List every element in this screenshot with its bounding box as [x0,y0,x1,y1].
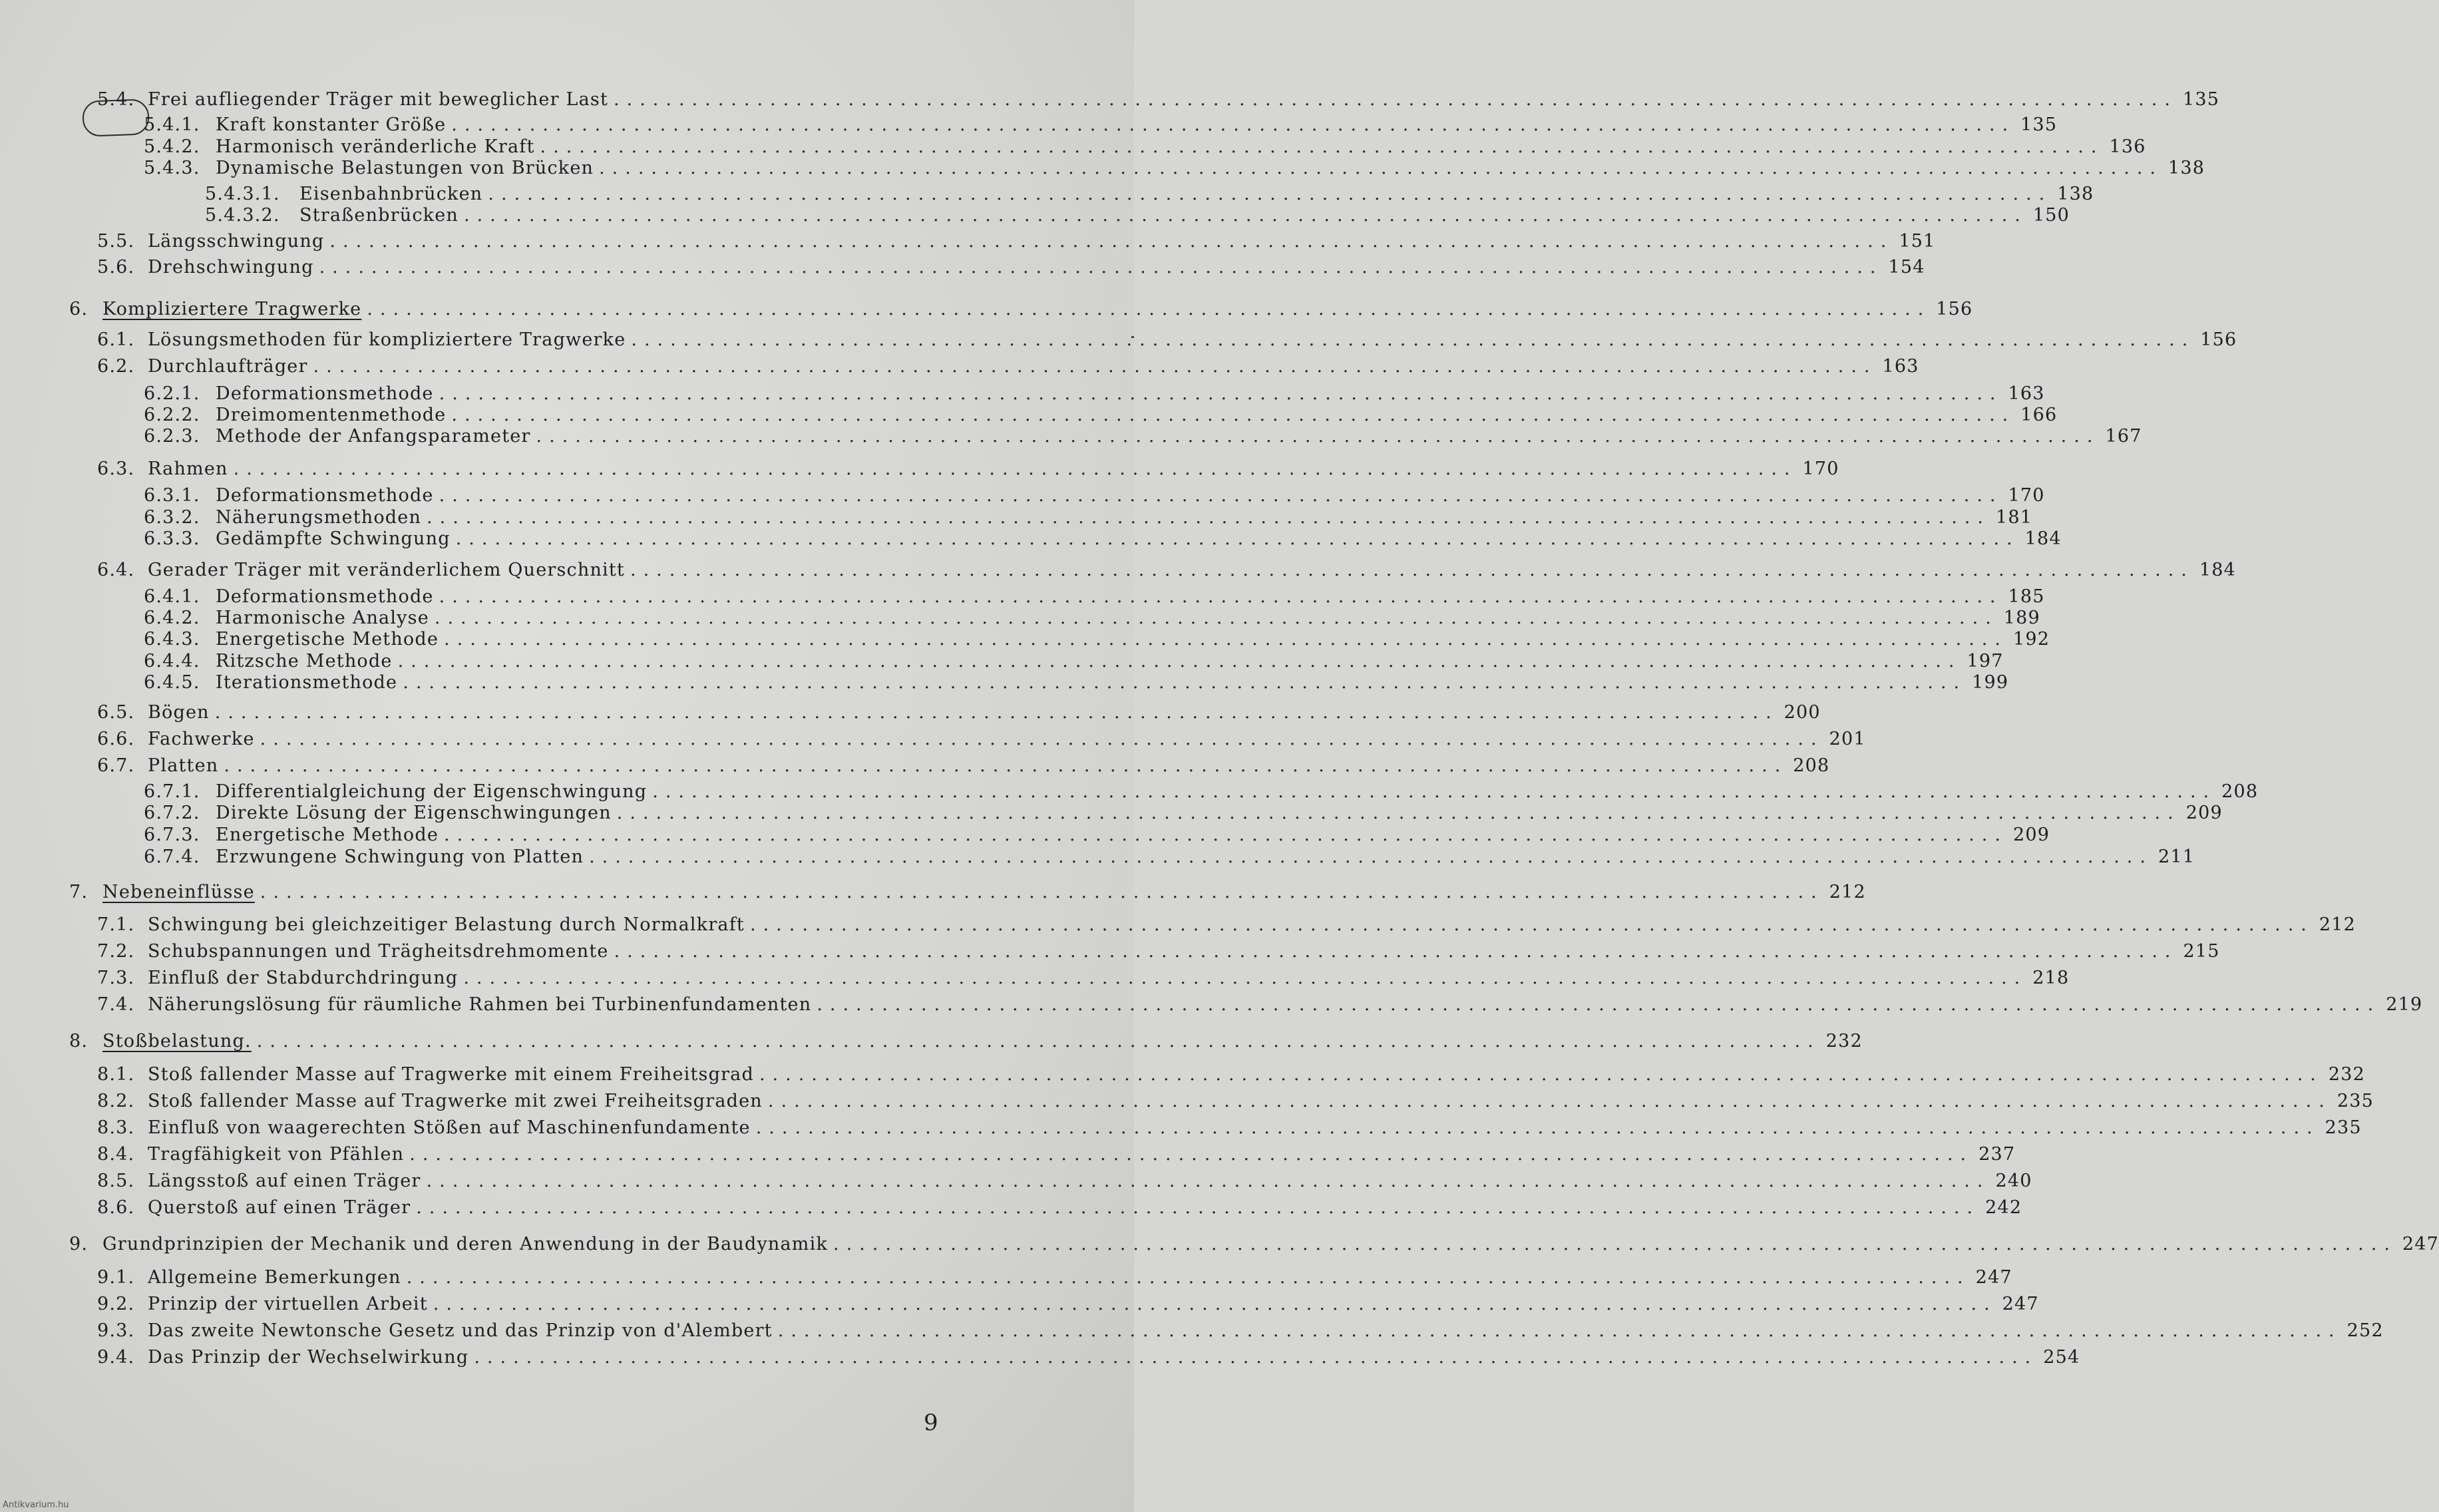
toc-entry [97,560,2237,582]
toc-entry [144,485,2045,508]
toc-entry-title: Harmonisch veränderliche Kraft [216,136,535,157]
page-number: 9 [924,1410,938,1436]
toc-entry-page: 247 [2402,1234,2439,1254]
toc-entry-number: 6.4.1. [144,586,200,607]
dot-leader: ........................................................................................................................ [463,205,2028,226]
toc-entry [97,89,2220,112]
toc-entry-page: 252 [2346,1320,2384,1341]
toc-entry-number: 6.7. [97,755,135,776]
toc-entry-title: Durchlaufträger [148,356,308,377]
toc-entry-title: Methode der Anfangsparameter [216,426,531,447]
toc-entry-number: 8.6. [97,1197,135,1218]
toc-entry-title: Längsstoß auf einen Träger [148,1171,421,1191]
toc-entry [144,136,2146,159]
toc-entry [144,586,2045,609]
dot-leader: ........................................................................................................................ [488,184,2052,204]
toc-entry-number: 8.1. [97,1064,135,1085]
toc-entry [97,1267,2012,1290]
toc-entry [97,1294,2039,1316]
toc-entry-number: 6. [69,299,89,319]
dot-leader: ........................................................................................................................ [759,1064,2323,1085]
toc-entry-page: 219 [2386,994,2423,1015]
toc-entry-title: Das zweite Newtonsche Gesetz und das Prinzip von d'Alembert [148,1320,773,1341]
toc-entry-title: Frei aufliegender Träger mit beweglicher Last [148,89,609,110]
toc-entry-number: 9.3. [97,1320,135,1341]
toc-entry-title: Querstoß auf einen Träger [148,1197,411,1218]
toc-entry-page: 156 [2200,329,2237,350]
toc-entry-number: 5.6. [97,257,135,278]
toc-entry-title: Stoß fallender Masse auf Tragwerke mit zwei Freiheitsgraden [148,1091,763,1111]
toc-entry-title: Energetische Methode [216,629,439,650]
toc-entry-number: 5.4.3.2. [205,205,280,226]
toc-entry-title: Stoßbelastung. [102,1031,252,1051]
dot-leader: ........................................................................................................................ [439,383,2003,404]
dot-leader: ........................................................................................................................ [434,608,1998,628]
toc-entry-page: 247 [2002,1294,2039,1314]
dot-leader: ........................................................................................................................ [599,158,2163,178]
toc-entry-title: Ritzsche Methode [216,651,393,671]
dot-leader: ........................................................................................................................ [406,1267,1970,1288]
toc-entry [144,651,2004,673]
toc-entry-number: 5.5. [97,231,135,252]
dot-leader: ........................................................................................................................ [630,560,2194,580]
toc-entry-number: 6.2. [97,356,135,377]
toc-entry-number: 6.4.5. [144,672,200,693]
toc-entry-page: 184 [2024,528,2062,549]
toc-entry [144,426,2142,449]
dot-leader: ........................................................................................................................ [474,1347,2038,1368]
toc-entry-page: 212 [1829,882,1866,902]
toc-entry [97,994,2423,1017]
dot-leader: ........................................................................................................................ [427,507,1990,528]
toc-entry-page: 242 [1985,1197,2022,1218]
toc-entry-number: 7.2. [97,941,135,962]
dot-leader: ........................................................................................................................ [329,231,1894,252]
dot-leader: ........................................................................................................................ [256,1031,1821,1051]
toc-entry-title: Näherungsmethoden [216,507,422,528]
toc-entry [97,702,1821,725]
toc-entry-page: 212 [2319,914,2356,935]
toc-entry-page: 240 [1995,1171,2032,1191]
toc-entry-page: 138 [2168,158,2205,178]
toc-entry-page: 235 [2337,1091,2374,1111]
dot-leader: ........................................................................................................................ [214,702,1779,723]
toc-entry-title: Eisenbahnbrücken [299,184,483,204]
toc-entry-number: 6.2.1. [144,383,200,404]
toc-entry [97,1117,2362,1140]
toc-entry-title: Energetische Methode [216,825,439,845]
toc-entry-page: 218 [2032,968,2070,988]
dot-leader: ........................................................................................................................ [439,586,2003,607]
toc-entry-page: 192 [2012,629,2050,650]
toc-entry-page: 163 [1882,356,1919,377]
toc-entry [144,803,2223,825]
toc-entry-page: 237 [1978,1144,2016,1165]
toc-entry-page: 211 [2158,847,2195,867]
dot-leader: ........................................................................................................................ [616,803,2181,823]
toc-entry-page: 136 [2109,136,2146,157]
toc-entry [97,356,1919,379]
toc-entry [144,781,2259,804]
toc-entry-title: Deformationsmethode [216,383,434,404]
toc-entry-page: 135 [2182,89,2220,110]
toc-entry-page: 156 [1936,299,1973,319]
toc-entry-title: Dynamische Belastungen von Brücken [216,158,594,178]
toc-entry-number: 5.4.3.1. [205,184,280,204]
dot-leader: ........................................................................................................................ [631,329,2195,350]
toc-entry-number: 6.2.3. [144,426,200,447]
toc-entry-number: 9.1. [97,1267,135,1288]
toc-entry-number: 6.4.2. [144,608,200,628]
dot-leader: ........................................................................................................................ [444,825,2008,845]
toc-entry-page: 170 [2008,485,2045,506]
dot-leader: ........................................................................................................................ [397,651,1962,671]
toc-entry-number: 7.4. [97,994,135,1015]
toc-entry-number: 8.5. [97,1171,135,1191]
toc-entry-page: 215 [2183,941,2220,962]
toc-entry [97,968,2070,990]
toc-entry-title: Das Prinzip der Wechselwirkung [148,1347,469,1368]
toc-entry-page: 167 [2105,426,2142,447]
toc-entry [97,257,1925,280]
toc-entry-number: 7.3. [97,968,135,988]
toc-entry-page: 200 [1783,702,1821,723]
dot-leader: ........................................................................................................................ [749,914,2314,935]
toc-entry-number: 7. [69,882,89,902]
toc-entry-title: Direkte Lösung der Eigenschwingungen [216,803,612,823]
toc-entry [97,755,1830,778]
toc-entry-number: 7.1. [97,914,135,935]
toc-entry-page: 170 [1802,459,1839,479]
dot-leader: ........................................................................................................................ [652,781,2217,802]
toc-entry-title: Iterationsmethode [216,672,398,693]
dot-leader: ........................................................................................................................ [403,672,1967,693]
watermark: Antikvarium.hu [3,1500,69,1510]
toc-entry-page: 209 [2185,803,2223,823]
toc-entry [144,507,2033,530]
toc-entry-title: Harmonische Analyse [216,608,429,628]
toc-entry-title: Stoß fallender Masse auf Tragwerke mit einem Freiheitsgrad [148,1064,754,1085]
toc-entry-number: 6.3.3. [144,528,200,549]
toc-entry-number: 6.7.4. [144,847,200,867]
dot-leader: ........................................................................................................................ [313,356,1877,377]
toc-entry [69,1031,1863,1053]
toc-entry [144,629,2050,652]
toc-entry [97,1320,2384,1343]
dot-leader: ........................................................................................................................ [540,136,2104,157]
toc-entry-number: 5.4. [97,89,135,110]
dot-leader: ........................................................................................................................ [463,968,2028,988]
toc-entry-title: Prinzip der virtuellen Arbeit [148,1294,428,1314]
toc-entry-number: 8. [69,1031,89,1051]
toc-entry-title: Gerader Träger mit veränderlichem Querschnitt [148,560,625,580]
toc-entry-number: 5.4.2. [144,136,200,157]
toc-entry-title: Schubspannungen und Trägheitsdrehmomente [148,941,609,962]
toc-entry [144,825,2050,847]
toc-entry-page: 138 [2057,184,2094,204]
toc-entry-title: Deformationsmethode [216,485,434,506]
dot-leader: ........................................................................................................................ [536,426,2100,447]
toc-entry [144,528,2062,551]
dot-leader: ........................................................................................................................ [416,1197,1980,1218]
toc-entry-page: 232 [1825,1031,1863,1051]
toc-entry-title: Differentialgleichung der Eigenschwingung [216,781,648,802]
toc-entry-page: 199 [1972,672,2009,693]
toc-entry [97,459,1839,481]
toc-entry-title: Einfluß von waagerechten Stößen auf Maschinenfundamente [148,1117,751,1138]
toc-entry [97,729,1866,751]
toc-entry-page: 184 [2199,560,2237,580]
dot-leader: ........................................................................................................................ [767,1091,2332,1111]
toc-entry [97,1144,2016,1167]
toc-entry-title: Deformationsmethode [216,586,434,607]
dot-leader: ........................................................................................................................ [319,257,1883,278]
toc-entry-number: 5.4.3. [144,158,200,178]
dot-leader: ........................................................................................................................ [409,1144,1974,1165]
toc-entry-number: 6.6. [97,729,135,749]
dot-leader: ........................................................................................................................ [260,882,1824,902]
toc-entry-title: Allgemeine Bemerkungen [148,1267,401,1288]
toc-entry [144,158,2205,180]
toc-entry-page: 163 [2008,383,2045,404]
toc-entry [69,882,1866,904]
dot-leader: ........................................................................................................................ [260,729,1824,749]
dot-leader: ........................................................................................................................ [367,299,1931,319]
toc-entry-number: 6.7.3. [144,825,200,845]
toc-entry-number: 9. [69,1234,89,1254]
toc-entry [69,299,1973,321]
toc-entry-number: 6.3.1. [144,485,200,506]
toc-entry [144,114,2058,137]
toc-entry [144,383,2045,406]
toc-entry [97,1064,2366,1087]
dot-leader: ........................................................................................................................ [777,1320,2342,1341]
toc-entry-title: Erzwungene Schwingung von Platten [216,847,584,867]
toc-entry-title: Rahmen [148,459,228,479]
toc-entry [144,608,2040,630]
toc-entry-title: Kraft konstanter Größe [216,114,447,135]
toc-entry-number: 6.5. [97,702,135,723]
toc-entry-page: 135 [2020,114,2058,135]
toc-entry-title: Gedämpfte Schwingung [216,528,451,549]
toc-entry-page: 208 [2221,781,2259,802]
toc-entry [97,1197,2022,1220]
toc-entry-number: 6.3.2. [144,507,200,528]
toc-entry-page: 208 [1793,755,1830,776]
toc-entry-page: 189 [2003,608,2040,628]
toc-entry [97,914,2356,937]
toc-entry-page: 201 [1829,729,1866,749]
toc-entry-page: 232 [2328,1064,2366,1085]
dot-leader: ........................................................................................................................ [451,114,2016,135]
dot-leader: ........................................................................................................................ [224,755,1788,776]
toc-entry-number: 6.7.2. [144,803,200,823]
dot-leader: ........................................................................................................................ [589,847,2153,867]
dot-leader: ........................................................................................................................ [451,405,2016,425]
toc-entry-title: Platten [148,755,219,776]
toc-entry [144,405,2058,427]
toc-entry-title: Bögen [148,702,210,723]
toc-entry [97,1347,2080,1370]
toc-entry-page: 151 [1899,231,1936,252]
toc-entry-page: 197 [1967,651,2004,671]
toc-entry-title: Fachwerke [148,729,255,749]
toc-entry [97,329,2237,352]
toc-entry-title: Kompliziertere Tragwerke [102,299,362,319]
toc-entry-title: Lösungsmethoden für kompliziertere Tragwerke [148,329,626,350]
toc-entry-number: 6.4.3. [144,629,200,650]
toc-entry [97,231,1936,254]
toc-entry-title: Einfluß der Stabdurchdringung [148,968,459,988]
toc-entry [144,672,2009,695]
toc-entry-number: 9.2. [97,1294,135,1314]
dot-leader: ........................................................................................................................ [233,459,1797,479]
toc-entry-number: 8.3. [97,1117,135,1138]
toc-entry [205,184,2094,206]
toc-entry-page: 185 [2008,586,2045,607]
toc-entry [205,205,2070,228]
dot-leader: ........................................................................................................................ [833,1234,2397,1254]
toc-entry-number: 8.4. [97,1144,135,1165]
toc-entry-number: 6.7.1. [144,781,200,802]
toc-entry-number: 6.4.4. [144,651,200,671]
dot-leader: ........................................................................................................................ [455,528,2020,549]
toc-entry [97,1091,2374,1113]
toc-entry-number: 5.4.1. [144,114,200,135]
toc-entry-title: Straßenbrücken [299,205,459,226]
toc-entry-page: 235 [2325,1117,2362,1138]
dot-leader: ........................................................................................................................ [433,1294,1997,1314]
toc-entry-number: 6.4. [97,560,135,580]
toc-entry [69,1234,2439,1256]
toc-entry-number: 8.2. [97,1091,135,1111]
toc-entry-title: Schwingung bei gleichzeitiger Belastung durch Normalkraft [148,914,745,935]
toc-entry-title: Tragfähigkeit von Pfählen [148,1144,405,1165]
toc-entry-page: 209 [2012,825,2050,845]
dot-leader: ........................................................................................................................ [439,485,2003,506]
toc-entry-title: Näherungslösung für räumliche Rahmen bei Turbinenfundamenten [148,994,812,1015]
toc-entry-number: 6.1. [97,329,135,350]
dot-leader: ........................................................................................................................ [755,1117,2320,1138]
toc-entry-title: Drehschwingung [148,257,314,278]
toc-entry-number: 6.3. [97,459,135,479]
toc-entry-title: Längsschwingung [148,231,325,252]
toc-entry [97,1171,2032,1193]
toc-entry-number: 9.4. [97,1347,135,1368]
toc-entry-page: 247 [1975,1267,2012,1288]
toc-entry-page: 254 [2043,1347,2080,1368]
toc-entry-page: 154 [1888,257,1925,278]
toc-entry [97,941,2220,964]
toc-entry [144,847,2195,869]
dot-leader: ........................................................................................................................ [444,629,2008,650]
toc-entry-number: 6.2.2. [144,405,200,425]
toc-entry-title: Dreimomentenmethode [216,405,447,425]
toc-entry-page: 150 [2032,205,2070,226]
dot-leader: ........................................................................................................................ [817,994,2381,1015]
toc-entry-title: Grundprinzipien der Mechanik und deren Anwendung in der Baudynamik [102,1234,828,1254]
toc-entry-page: 181 [1995,507,2033,528]
dot-leader: ........................................................................................................................ [426,1171,1990,1191]
dot-leader: ........................................................................................................................ [614,941,2178,962]
dot-leader: ........................................................................................................................ [614,89,2177,110]
toc-entry-page: 166 [2020,405,2058,425]
toc-entry-title: Nebeneinflüsse [102,882,255,902]
